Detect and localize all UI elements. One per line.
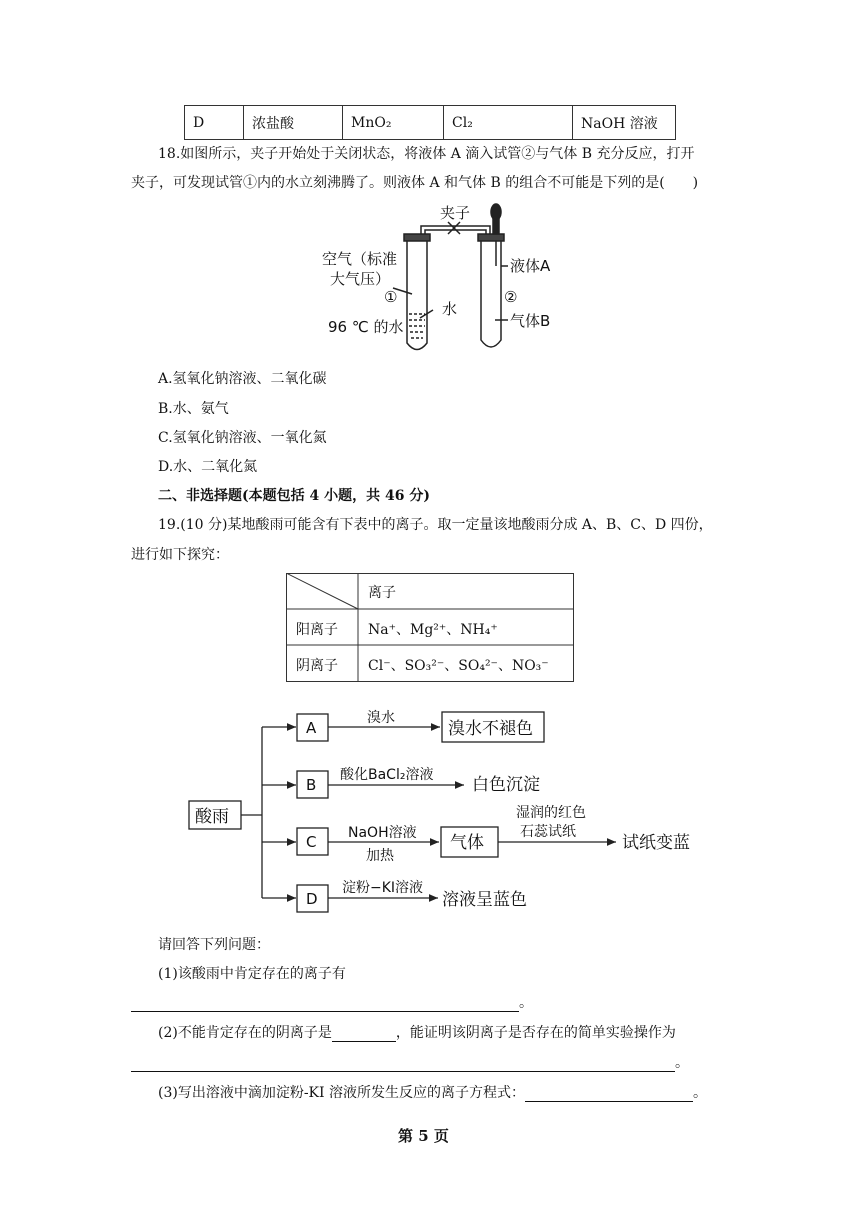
table-cell: D xyxy=(185,106,244,140)
label-b: B xyxy=(306,776,317,794)
table-cell: Cl₂ xyxy=(444,106,573,140)
reagent-b: 酸化BaCl₂溶液 xyxy=(340,767,434,783)
q18-option-a: A.氢氧化钠溶液、二氧化碳 xyxy=(158,371,327,387)
anion-list: Cl⁻、SO₃²⁻、SO₄²⁻、NO₃⁻ xyxy=(368,658,549,674)
label-c: C xyxy=(306,833,317,851)
q18-option-d: D.水、二氧化氮 xyxy=(158,459,258,475)
reagent-a: 溴水 xyxy=(367,710,395,726)
test-tube-1 xyxy=(407,240,427,350)
label-a: A xyxy=(306,719,317,737)
section-heading: 二、非选择题(本题包括 4 小题，共 46 分) xyxy=(158,488,430,504)
test-c1: 湿润的红色 xyxy=(516,805,586,821)
test-c2: 石蕊试纸 xyxy=(520,824,576,840)
result-c: 试纸变蓝 xyxy=(622,833,690,853)
answer-blank[interactable] xyxy=(525,1085,693,1102)
label-water: 水 xyxy=(442,300,458,318)
label-clip: 夹子 xyxy=(440,204,471,222)
period: 。 xyxy=(675,1055,689,1071)
label-liquid-a: 液体A xyxy=(510,257,551,275)
table-cell: 浓盐酸 xyxy=(244,106,343,140)
gas-label: 气体 xyxy=(450,833,484,853)
ion-header: 离子 xyxy=(368,585,396,601)
test-tube-2 xyxy=(481,240,501,347)
reagent-d: 淀粉−KI溶液 xyxy=(342,880,424,896)
result-a: 溴水不褪色 xyxy=(448,719,533,739)
q18-apparatus-figure xyxy=(300,198,580,360)
period: 。 xyxy=(519,995,533,1011)
label-tube2: ② xyxy=(504,288,518,306)
q19-sub3-text: (3)写出溶液中滴加淀粉-KI 溶液所发生反应的离子方程式： xyxy=(158,1085,525,1101)
q18-option-c: C.氢氧化钠溶液、一氧化氮 xyxy=(158,430,327,446)
label-air1: 空气（标准 xyxy=(322,250,398,268)
q19-sub1: (1)该酸雨中肯定存在的离子有 xyxy=(158,966,346,982)
q19-sub2-part2: ，能证明该阴离子是否存在的简单实验操作为 xyxy=(395,1025,676,1041)
q19-line1: 19.(10 分)某地酸雨可能含有下表中的离子。取一定量该地酸雨分成 A、B、C、D 四份， xyxy=(158,517,713,533)
root-label: 酸雨 xyxy=(195,807,229,827)
reagent-c1: NaOH溶液 xyxy=(348,825,417,841)
label-96-water: 96 ℃ 的水 xyxy=(328,318,404,336)
label-air2: 大气压） xyxy=(330,270,391,288)
cation-label: 阳离子 xyxy=(296,622,338,638)
q18-line2: 夹子，可发现试管①内的水立刻沸腾了。则液体 A 和气体 B 的组合不可能是下列的是( ) xyxy=(131,175,699,191)
table-cell: NaOH 溶液 xyxy=(573,106,676,140)
cation-list: Na⁺、Mg²⁺、NH₄⁺ xyxy=(368,622,498,638)
table-cell: MnO₂ xyxy=(343,106,444,140)
q18-option-b: B.水、氨气 xyxy=(158,401,229,417)
answer-blank[interactable] xyxy=(131,1055,675,1072)
label-gas-b: 气体B xyxy=(510,312,551,330)
stopper-1 xyxy=(404,234,430,241)
q19-sub1-answer xyxy=(131,992,533,1012)
q19-sub2-answer xyxy=(131,1052,689,1072)
result-b: 白色沉淀 xyxy=(472,775,540,795)
label-d: D xyxy=(306,890,318,908)
top-table xyxy=(184,105,676,140)
ion-table xyxy=(286,573,574,682)
clip-icon xyxy=(448,222,460,234)
q19-flow-diagram xyxy=(186,705,706,920)
answer-blank[interactable] xyxy=(332,1025,396,1042)
anion-label: 阴离子 xyxy=(296,658,338,674)
page-number: 第 5 页 xyxy=(398,1127,449,1145)
q19-sub2 xyxy=(158,1022,676,1042)
answer-blank[interactable] xyxy=(131,995,519,1012)
q18-line1: 18.如图所示，夹子开始处于关闭状态，将液体 A 滴入试管②与气体 B 充分反应，打开 xyxy=(158,146,695,162)
q19-sub2-part1: (2)不能肯定存在的阴离子是 xyxy=(158,1025,332,1041)
reagent-c2: 加热 xyxy=(366,848,394,864)
period: 。 xyxy=(693,1085,707,1101)
diagonal-line xyxy=(286,573,358,609)
label-tube1: ① xyxy=(384,288,398,306)
q19-line2: 进行如下探究： xyxy=(131,547,229,563)
q19-sub3 xyxy=(158,1082,707,1102)
q19-prompt: 请回答下列问题： xyxy=(158,937,270,953)
result-d: 溶液呈蓝色 xyxy=(442,890,527,910)
stopper-2 xyxy=(478,234,504,241)
